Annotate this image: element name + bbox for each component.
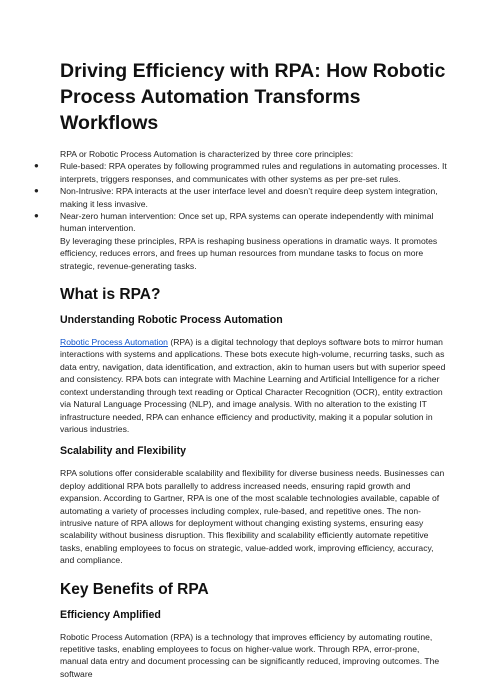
list-item: [34, 160, 447, 185]
intro-closing-paragraph: By leveraging these principles, RPA is reshaping business operations in dramatic ways. It promotes efficiency, reduces errors, and frees up human resources from mundane tasks to focus on more strategic, revenue-generating tasks.: [60, 235, 438, 271]
subheading-efficiency-amplified: Efficiency Amplified: [60, 608, 161, 621]
list-item-text: Near-zero human intervention: Once set up, RPA systems can operate independently with minimal human intervention.: [60, 211, 434, 234]
document-title: Driving Efficiency with RPA: How Robotic Process Automation Transforms Workflows: [60, 60, 446, 134]
scalability-paragraph: RPA solutions offer considerable scalability and flexibility for diverse business needs. Businesses can deploy additional RPA bots parallelly to address increased needs, ensuring rapid growth and expansion. According to Gartner, RPA is one of the most scalable technologies available, capable of automating a variety of processes including complex, rule-based, and repetitive ones. The non-intrusive nature of RPA allows for deployment without changing existing systems, ensuring easy scalability without business disruption. This flexibility and scalability efficiently automate repetitive tasks, enabling employees to focus on strategic, value-added work, improving efficiency, accuracy, and compliance.: [60, 468, 445, 566]
bullet-icon: ●: [34, 186, 39, 196]
list-item-text: Rule-based: RPA operates by following programmed rules and regulations in automating processes. It interprets, triggers responses, and communicates with other systems as per pre-set rules.: [60, 161, 447, 184]
intro-paragraph: RPA or Robotic Process Automation is characterized by three core principles:: [60, 149, 354, 159]
principles-list: [34, 160, 447, 234]
efficiency-paragraph: Robotic Process Automation (RPA) is a technology that improves efficiency by automating routine, repetitive tasks, enabling employees to focus on higher-value work. Through RPA, error-prone, manual data entry and document processing can be significantly reduced, improving outcomes. The software: [60, 631, 440, 679]
understanding-rpa-paragraph: [60, 336, 447, 435]
section-heading-key-benefits: Key Benefits of RPA: [60, 580, 209, 598]
subheading-understanding-rpa: Understanding Robotic Process Automation: [60, 314, 283, 327]
subheading-scalability: Scalability and Flexibility: [60, 445, 186, 458]
bullet-icon: ●: [34, 211, 39, 221]
list-item: [34, 210, 447, 235]
rpa-link[interactable]: Robotic Process Automation: [60, 337, 168, 348]
section-heading-what-is-rpa: What is RPA?: [60, 286, 161, 304]
list-item-text: Non-Intrusive: RPA interacts at the user interface level and doesn’t require deep system integration, making it less invasive.: [60, 186, 438, 209]
understanding-rpa-text: (RPA) is a digital technology that deploys software bots to mirror human interactions with systems and applications. These bots execute high-volume, recurring tasks, such as data entry, navigation, data identification, and extraction, akin to human users but with superior speed and consistency. RPA bots can integrate with Machine Learning and Artificial Intelligence for a richer context understanding through text reading or Optical Character Recognition (OCR), entity extraction via Natural Language Processing (NLP), and image analysis. With no alteration to the existing IT infrastructure needed, RPA can enhance efficiency and productivity, making it a popular solution in various industries.: [60, 337, 446, 434]
bullet-icon: ●: [34, 161, 39, 171]
list-item: [34, 185, 447, 210]
